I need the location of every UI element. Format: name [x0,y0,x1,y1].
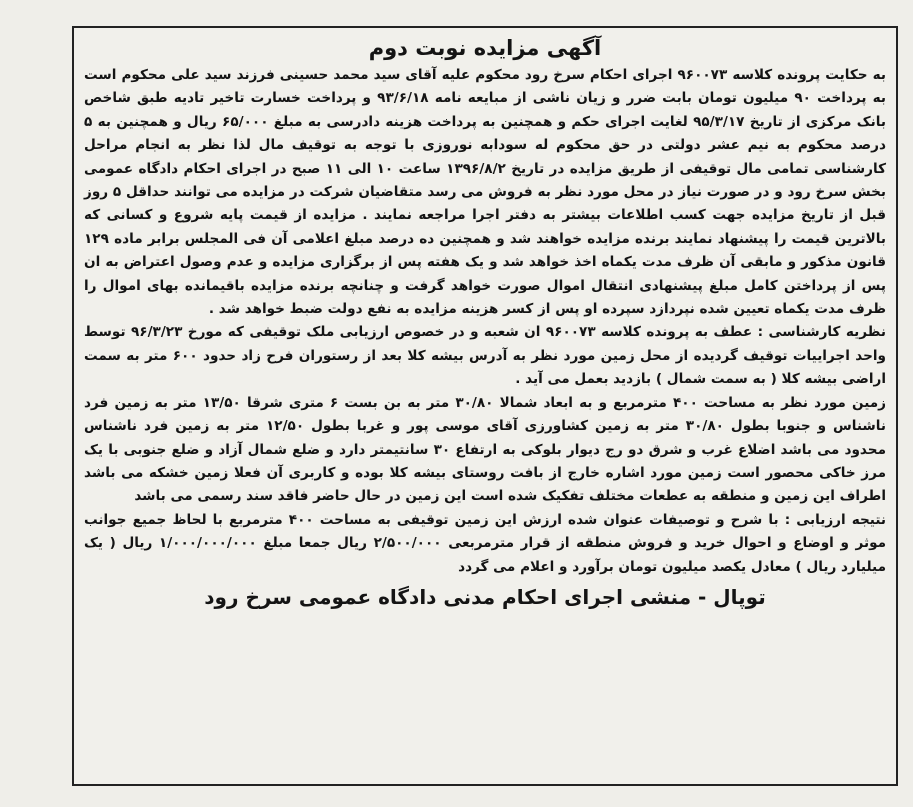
notice-signature: توپال - منشی اجرای احکام مدنی دادگاه عمومی سرخ رود [204,584,766,609]
notice-paragraph-land-description: زمین مورد نظر به مساحت ۴۰۰ مترمربع و به ابعاد شمالا ۳۰/۸۰ متر به بن بست ۶ متری شرقا ۱۳/۵۰ متر به زمین فرد ناشناس و جنوبا بطول ۳۰/۸۰ متر به زمین کشاورزی آقای موسی پور و غربا بطول ۱۲/۵۰ متر به زمین فرد ناشناس محدود می باشد اضلاع غرب و شرق دو رج دیوار بلوکی به ارتفاع ۳۰ سانتیمتر دارد و ضلع شمال آزاد و ضلع جنوبی با یک مرز خاکی محصور است زمین مورد اشاره خارج از بافت روستای بیشه کلا بوده و کاربری آن فعلا زمین خشکه می باشد اطراف این زمین و منطقه به عطعات مختلف تفکیک شده است این زمین در حال حاضر فاقد سند رسمی می باشد [84,394,887,505]
notice-frame [72,26,898,786]
notice-paragraph-expert-opinion: نظریه کارشناسی : عطف به پرونده کلاسه ۹۶۰۰۷۳ ان شعبه و در خصوص ارزیابی ملک توقیفی که مورخ ۹۶/۳/۲۳ توسط واحد اجراییات توقیف گردیده از محل زمین مورد نظر به آدرس بیشه کلا بعد از رستوران فرح زاد حدود ۶۰۰ متر به سمت اراضی بیشه کلا ( به سمت شمال ) بازدید بعمل می آید . [84,324,887,388]
notice-paragraph-main: به حکایت پرونده کلاسه ۹۶۰۰۷۳ اجرای احکام سرخ رود محکوم علیه آقای سید محمد حسینی فرزند سید علی محکوم است به پرداخت ۹۰ میلیون تومان بابت ضرر و زیان ناشی از مبایعه نامه ۹۳/۶/۱۸ و پرداخت خسارت تاخیر تادیه طبق شاخص بانک مرکزی از تاریخ ۹۵/۳/۱۷ لغایت اجرای حکم و همچنین به پرداخت هزینه دادرسی به مبلغ ۶۵/۰۰۰ ریال و همچنین به ۵ درصد محکوم به نیم عشر دولتی در حق محکوم له سودابه نوروزی با توجه به توقیف مال لذا نظر به انجام مراحل کارشناسی تمامی مال توقیفی از طریق مزایده در تاریخ ۱۳۹۶/۸/۲ ساعت ۱۰ الی ۱۱ صبح در اجرای احکام دادگاه عمومی بخش سرخ رود و در صورت نیاز در محل مورد نظر به فروش می رسد متقاضیان شرکت در مزایده می توانند حداقل ۵ روز قبل از تاریخ مزایده جهت کسب اطلاعات بیشتر به دفتر اجرا مراجعه نمایند . مزایده از قیمت پایه شروع و کسانی که بالاترین قیمت را پیشنهاد نمایند برنده مزایده خواهند شد و همچنین ده درصد مبلغ اعلامی آن فی المجلس برابر ماده ۱۲۹ قانون مذکور و مابقی آن ظرف مدت یکماه اخذ خواهد شد و یک هفته پس از برگزاری مزایده و عدم وصول اعتراض به ان پس از پرداختن کامل مبلغ پیشنهادی انتقال اموال صورت خواهد گرفت و چنانچه برنده مزایده باقیمانده بهای اموال را ظرف مدت یکماه تعیین شده نپردازد سپرده او پس از کسر هزینه مزایده به نفع دولت ضبط خواهد شد . [84,67,886,318]
notice-paragraph-valuation-result: نتیجه ارزیابی : با شرح و توصیفات عنوان شده ارزش این زمین توقیفی به مساحت ۴۰۰ مترمربع با لحاظ جمیع جوانب موثر و اوضاع و احوال خرید و فروش منطقه از قرار مترمربعی ۲/۵۰۰/۰۰۰ ریال جمعا مبلغ ۱/۰۰۰/۰۰۰/۰۰۰ ریال ( یک میلیارد ریال ) معادل یکصد میلیون تومان برآورد و اعلام می گردد [84,511,887,575]
notice-title: آگهی مزایده نوبت دوم [368,36,602,60]
